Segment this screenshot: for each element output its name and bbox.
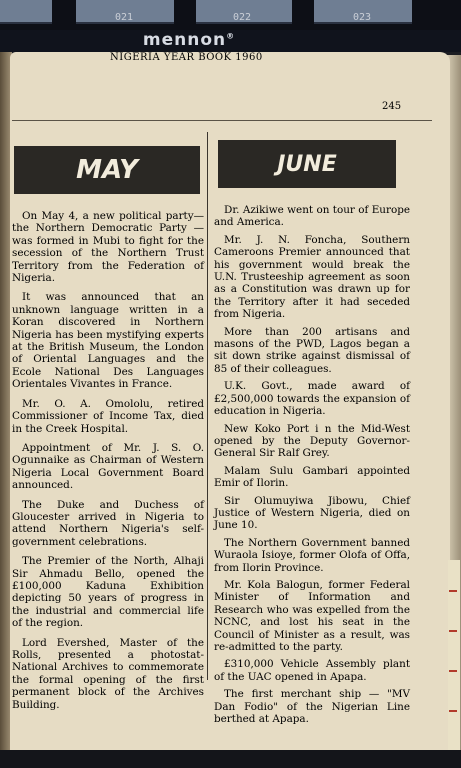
ruler-mark: [449, 670, 457, 672]
month-banner-june: JUNE: [218, 140, 396, 188]
may-entry: It was announced that an unknown language written in a Koran discovered in Northern Nigeria has been mystifying experts at the British Museum, the London of Oriental Languages and the Ecole National Des Languages Orientales Vivantes in France.: [12, 291, 204, 391]
running-header: NIGERIA YEAR BOOK 1960: [110, 52, 263, 63]
film-frame: [0, 0, 52, 24]
may-column: [12, 210, 204, 718]
ruler-mark: [449, 590, 457, 592]
scanner-bed: [0, 750, 461, 768]
june-entry: Sir Olumuyiwa Jibowu, Chief Justice of Western Nigeria, died on June 10.: [214, 494, 410, 532]
june-entry: New Koko Port i n the Mid-West opened by the Deputy Governor-General Sir Ralf Grey.: [214, 422, 410, 460]
may-entry: On May 4, a new political party—the Northern Democratic Party — was formed in Mubi to fight for the secession of the Northern Trust Territory from the Federation of Nigeria.: [12, 210, 204, 285]
frame-number: 022: [232, 12, 252, 23]
june-entry: Dr. Azikiwe went on tour of Europe and America.: [214, 204, 410, 229]
ruler-mark: [449, 630, 457, 632]
scanner-brand: mennon®: [142, 30, 236, 50]
june-entry: Mr. Kola Balogun, former Federal Minister of Information and Research who was expelled from the NCNC, and lost his seat in the Council of Minister as a result, was re-admitted to the party.: [214, 578, 410, 653]
ruler-mark: [449, 710, 457, 712]
month-banner-may: MAY: [14, 146, 200, 194]
june-entry: The Northern Government banned Wuraola Isioye, former Olofa of Offa, from Ilorin Province.: [214, 536, 410, 574]
may-entry: The Duke and Duchess of Gloucester arrived in Nigeria to attend Northern Nigeria's self-government celebrations.: [12, 498, 204, 548]
june-column: [214, 204, 410, 730]
column-divider: [207, 132, 208, 680]
may-entry: Appointment of Mr. J. S. O. Ogunnaike as Chairman of Western Nigeria Local Government Board announced.: [12, 441, 204, 492]
june-entry: U.K. Govt., made award of £2,500,000 towards the expansion of education in Nigeria.: [214, 380, 410, 418]
may-entry: Lord Evershed, Master of the Rolls, presented a photostat-National Archives to commemorate the formal opening of the first permanent block of the Archives Building.: [12, 636, 204, 711]
june-entry: The first merchant ship — "MV Dan Fodio" of the Nigerian Line berthed at Apapa.: [214, 688, 410, 726]
frame-number: 021: [114, 12, 134, 23]
june-entry: £310,000 Vehicle Assembly plant of the UAC opened in Apapa.: [214, 658, 410, 683]
may-entry: The Premier of the North, Alhaji Sir Ahmadu Bello, opened the £100,000 Kaduna Exhibition depicting 50 years of progress in the industrial and commercial life of the region.: [12, 555, 204, 630]
june-entry: Malam Sulu Gambari appointed Emir of Ilorin.: [214, 464, 410, 490]
frame-number: 023: [352, 12, 372, 23]
header-rule: [12, 120, 432, 121]
june-entry: Mr. J. N. Foncha, Southern Cameroons Premier announced that his government would break the U.N. Trusteeship agreement as soon as a Constitution was drawn up for the Territory after it had seceded from Nigeria.: [214, 233, 410, 321]
page-number: 245: [382, 101, 402, 112]
may-entry: Mr. O. A. Omololu, retired Commissioner of Income Tax, died in the Creek Hospital.: [12, 397, 204, 435]
june-entry: More than 200 artisans and masons of the PWD, Lagos began a sit down strike against dismissal of 85 of their colleagues.: [214, 325, 410, 375]
